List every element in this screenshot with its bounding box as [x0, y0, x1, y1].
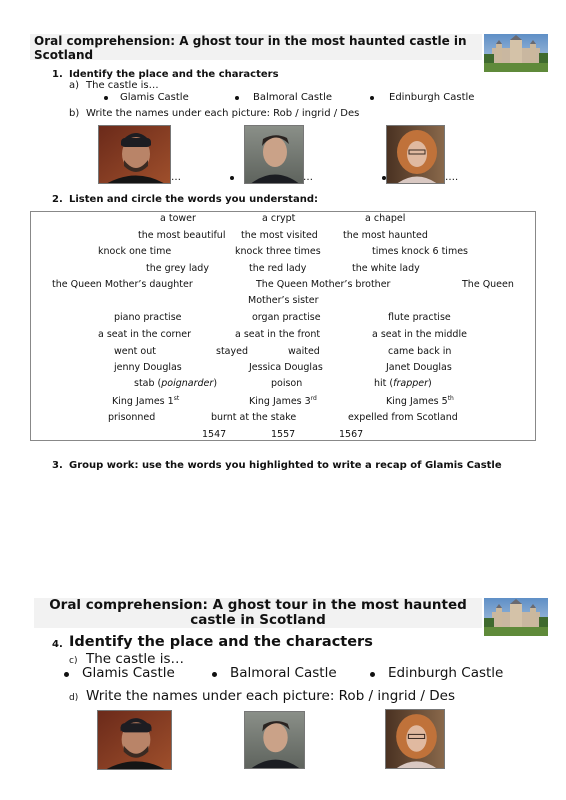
- question-2-text: Listen and circle the words you understand:: [69, 194, 318, 205]
- word[interactable]: 1547: [202, 429, 227, 440]
- word[interactable]: knock one time: [98, 246, 172, 257]
- question-2-number: 2.: [52, 194, 63, 205]
- word[interactable]: a seat in the corner: [98, 329, 192, 340]
- option-balmoral[interactable]: Balmoral Castle: [253, 92, 332, 103]
- photo-man-short-hair-2: [244, 711, 305, 769]
- bullet: [230, 176, 234, 180]
- bullet: [104, 96, 108, 100]
- word[interactable]: a seat in the front: [235, 329, 321, 340]
- option-edinburgh[interactable]: Edinburgh Castle: [389, 92, 475, 103]
- word-hit-label: hit (: [374, 378, 394, 389]
- question-3-number: 3.: [52, 460, 63, 471]
- answer-dots-3[interactable]: ….: [445, 172, 459, 183]
- word[interactable]: burnt at the stake: [211, 412, 297, 423]
- word[interactable]: waited: [288, 346, 320, 357]
- option-glamis[interactable]: Glamis Castle: [120, 92, 189, 103]
- question-3-text: Group work: use the words you highlighted to write a recap of Glamis Castle: [69, 460, 502, 471]
- question-c-text: The castle is…: [86, 651, 185, 667]
- bullet: [64, 672, 69, 677]
- word[interactable]: The Queen Mother’s brother: [256, 279, 391, 290]
- word[interactable]: knock three times: [235, 246, 321, 257]
- word-king-james-1[interactable]: [112, 395, 179, 407]
- ordinal-suffix: th: [447, 395, 454, 402]
- bullet: [370, 96, 374, 100]
- answer-dots-2[interactable]: …: [303, 172, 313, 183]
- question-1-number: 1.: [52, 69, 63, 80]
- ordinal-suffix: st: [173, 395, 180, 402]
- word-king-james-5[interactable]: [386, 395, 454, 407]
- close-paren: ): [428, 378, 432, 389]
- word[interactable]: Jessica Douglas: [249, 362, 323, 373]
- castle-image: [484, 34, 548, 72]
- word[interactable]: 1567: [339, 429, 364, 440]
- bullet: [370, 672, 375, 677]
- word[interactable]: a chapel: [365, 213, 406, 224]
- word[interactable]: the Queen Mother’s daughter: [52, 279, 193, 290]
- word[interactable]: the red lady: [249, 263, 307, 274]
- word[interactable]: a crypt: [262, 213, 296, 224]
- page-title-2: Oral comprehension: A ghost tour in the most haunted castle in Scotland: [49, 597, 467, 628]
- word[interactable]: 1557: [271, 429, 296, 440]
- king-label: King James 3: [249, 396, 311, 408]
- word[interactable]: flute practise: [388, 312, 451, 323]
- photo-woman-curly-hair-2: [385, 709, 445, 769]
- castle-image-2: [484, 598, 548, 636]
- question-4-text: Identify the place and the characters: [69, 634, 373, 650]
- close-paren: ): [213, 378, 218, 389]
- bullet: [235, 96, 239, 100]
- question-a-text: The castle is…: [86, 80, 159, 91]
- king-label: King James 5: [386, 396, 448, 408]
- word[interactable]: times knock 6 times: [372, 246, 468, 257]
- word[interactable]: came back in: [388, 346, 452, 357]
- page-title: Oral comprehension: A ghost tour in the most haunted castle in Scotland: [34, 34, 467, 62]
- photo-man-beanie-2: [97, 710, 172, 770]
- word[interactable]: the most haunted: [343, 230, 428, 241]
- word-stab-translation: poignarder: [161, 378, 214, 389]
- word-stab-label: stab (: [134, 378, 162, 389]
- question-b-text: Write the names under each picture: Rob / ingrid / Des: [86, 108, 360, 119]
- word[interactable]: a seat in the middle: [372, 329, 467, 340]
- photo-man-short-hair: [244, 125, 304, 184]
- question-4-number: 4.: [52, 639, 63, 650]
- word-king-james-3[interactable]: [249, 395, 317, 407]
- word[interactable]: Mother’s sister: [248, 295, 319, 306]
- word[interactable]: expelled from Scotland: [348, 412, 458, 423]
- word[interactable]: the most beautiful: [138, 230, 226, 241]
- option-balmoral-2[interactable]: Balmoral Castle: [230, 665, 337, 681]
- word[interactable]: stayed: [216, 346, 248, 357]
- word[interactable]: a tower: [160, 213, 196, 224]
- photo-man-beanie: [98, 125, 171, 184]
- question-b-letter: b): [69, 108, 80, 119]
- question-c-letter: c): [69, 656, 78, 666]
- bullet: [212, 672, 217, 677]
- word-stab[interactable]: [134, 378, 217, 389]
- word[interactable]: The Queen: [462, 279, 514, 290]
- word[interactable]: prisonned: [108, 412, 156, 423]
- word[interactable]: Janet Douglas: [386, 362, 452, 373]
- word-hit[interactable]: [374, 378, 432, 389]
- word[interactable]: the white lady: [352, 263, 420, 274]
- photo-woman-curly-hair: [386, 125, 445, 184]
- word[interactable]: piano practise: [114, 312, 182, 323]
- word[interactable]: the most visited: [241, 230, 318, 241]
- word[interactable]: went out: [114, 346, 156, 357]
- word[interactable]: organ practise: [252, 312, 321, 323]
- word[interactable]: jenny Douglas: [114, 362, 182, 373]
- king-label: King James 1: [112, 396, 174, 408]
- question-d-letter: d): [69, 693, 79, 703]
- question-a-letter: a): [69, 80, 80, 91]
- option-glamis-2[interactable]: Glamis Castle: [82, 665, 175, 681]
- ordinal-suffix: rd: [310, 395, 317, 402]
- word-hit-translation: frapper: [393, 378, 429, 389]
- question-d-text: Write the names under each picture: Rob / ingrid / Des: [86, 688, 456, 704]
- word[interactable]: the grey lady: [146, 263, 209, 274]
- answer-dots-1[interactable]: …: [171, 172, 181, 183]
- word[interactable]: poison: [271, 378, 303, 389]
- question-1-text: Identify the place and the characters: [69, 69, 279, 80]
- option-edinburgh-2[interactable]: Edinburgh Castle: [388, 665, 504, 681]
